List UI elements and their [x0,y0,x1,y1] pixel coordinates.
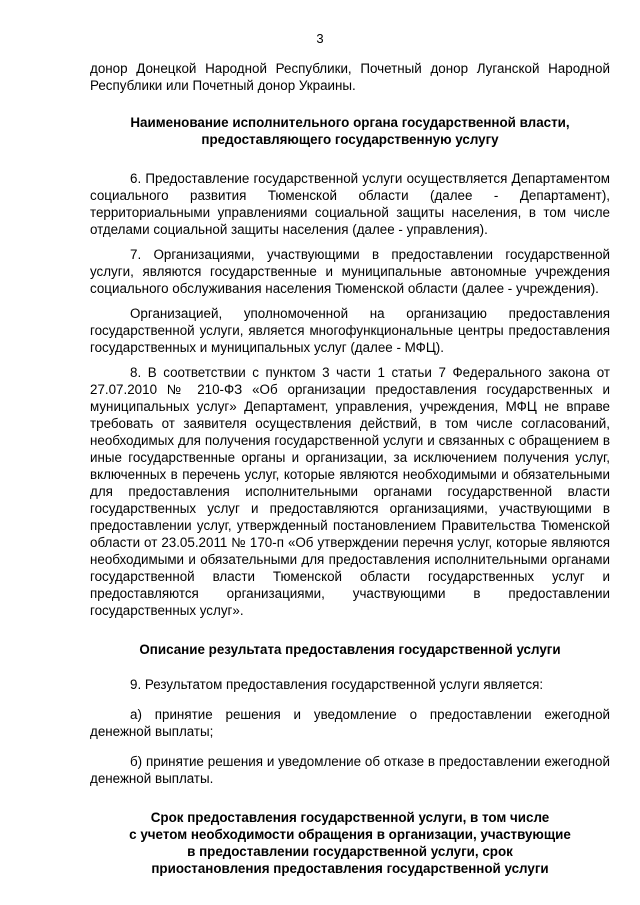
heading-line: Наименование исполнительного органа государственной власти, [130,115,570,130]
paragraph-8: 8. В соответствии с пунктом 3 части 1 статьи 7 Федерального закона от 27.07.2010 № 210-ФЗ «Об организации предоставления государственных и муниципальных услуг» Департамент, управления, учреждения, МФЦ не вправе требовать от заявителя осуществления действий, в том числе согласований, необходимых для получения государственной услуги и связанных с обращением в иные государственные органы и организации, за исключением получения услуг, включенных в перечень услуг, которые являются необходимыми и обязательными для предоставления исполнительными органами государственной власти государственных услуг и предоставляются организациями, участвующими в предоставлении услуг, утвержденный постановлением Правительства Тюменской области от 23.05.2011 № 170-п «Об утверждении перечня услуг, которые являются необходимыми и обязательными для предоставления исполнительными органами государственной власти Тюменской области государственных услуг и предоставляются организациями, участвующими в предоставлении государственных услуг». [90,365,610,618]
paragraph-9: 9. Результатом предоставления государственной услуги является: [130,677,544,692]
paragraph-7: 7. Организациями, участвующими в предоставлении государственной услуги, являются государственные и муниципальные автономные учреждения социального обслуживания населения Тюменской области (далее - учреждения). [90,247,610,296]
section-heading-result: Описание результата предоставления государственной услуги [139,642,561,657]
page-number: 3 [316,31,324,46]
heading-line: приостановления предоставления государственной услуги [151,861,549,876]
document-body [90,60,610,877]
paragraph-continuation: донор Донецкой Народной Республики, Почетный донор Луганской Народной Республики или Почетный донор Украины. [90,61,610,93]
section-heading-term [90,809,610,877]
section-heading-executive-body [90,114,610,148]
heading-line: предоставляющего государственную услугу [201,132,499,147]
heading-line: в предоставлении государственной услуги, срок [187,844,513,859]
heading-line: с учетом необходимости обращения в организации, участвующие [129,827,571,842]
paragraph-9a: а) принятие решения и уведомление о предоставлении ежегодной денежной выплаты; [90,707,610,739]
paragraph-9b: б) принятие решения и уведомление об отказе в предоставлении ежегодной денежной выплаты. [90,754,610,786]
heading-line: Срок предоставления государственной услуги, в том числе [150,810,550,825]
paragraph-6: 6. Предоставление государственной услуги осуществляется Департаментом социального развития Тюменской области (далее - Департамент), территориальными управлениями социальной защиты населения, в том числе отделами социальной защиты населения (далее - управления). [90,171,610,237]
paragraph-7-mfc: Организацией, уполномоченной на организацию предоставления государственной услуги, является многофункциональные центры предоставления государственных и муниципальных услуг (далее - МФЦ). [90,306,610,355]
